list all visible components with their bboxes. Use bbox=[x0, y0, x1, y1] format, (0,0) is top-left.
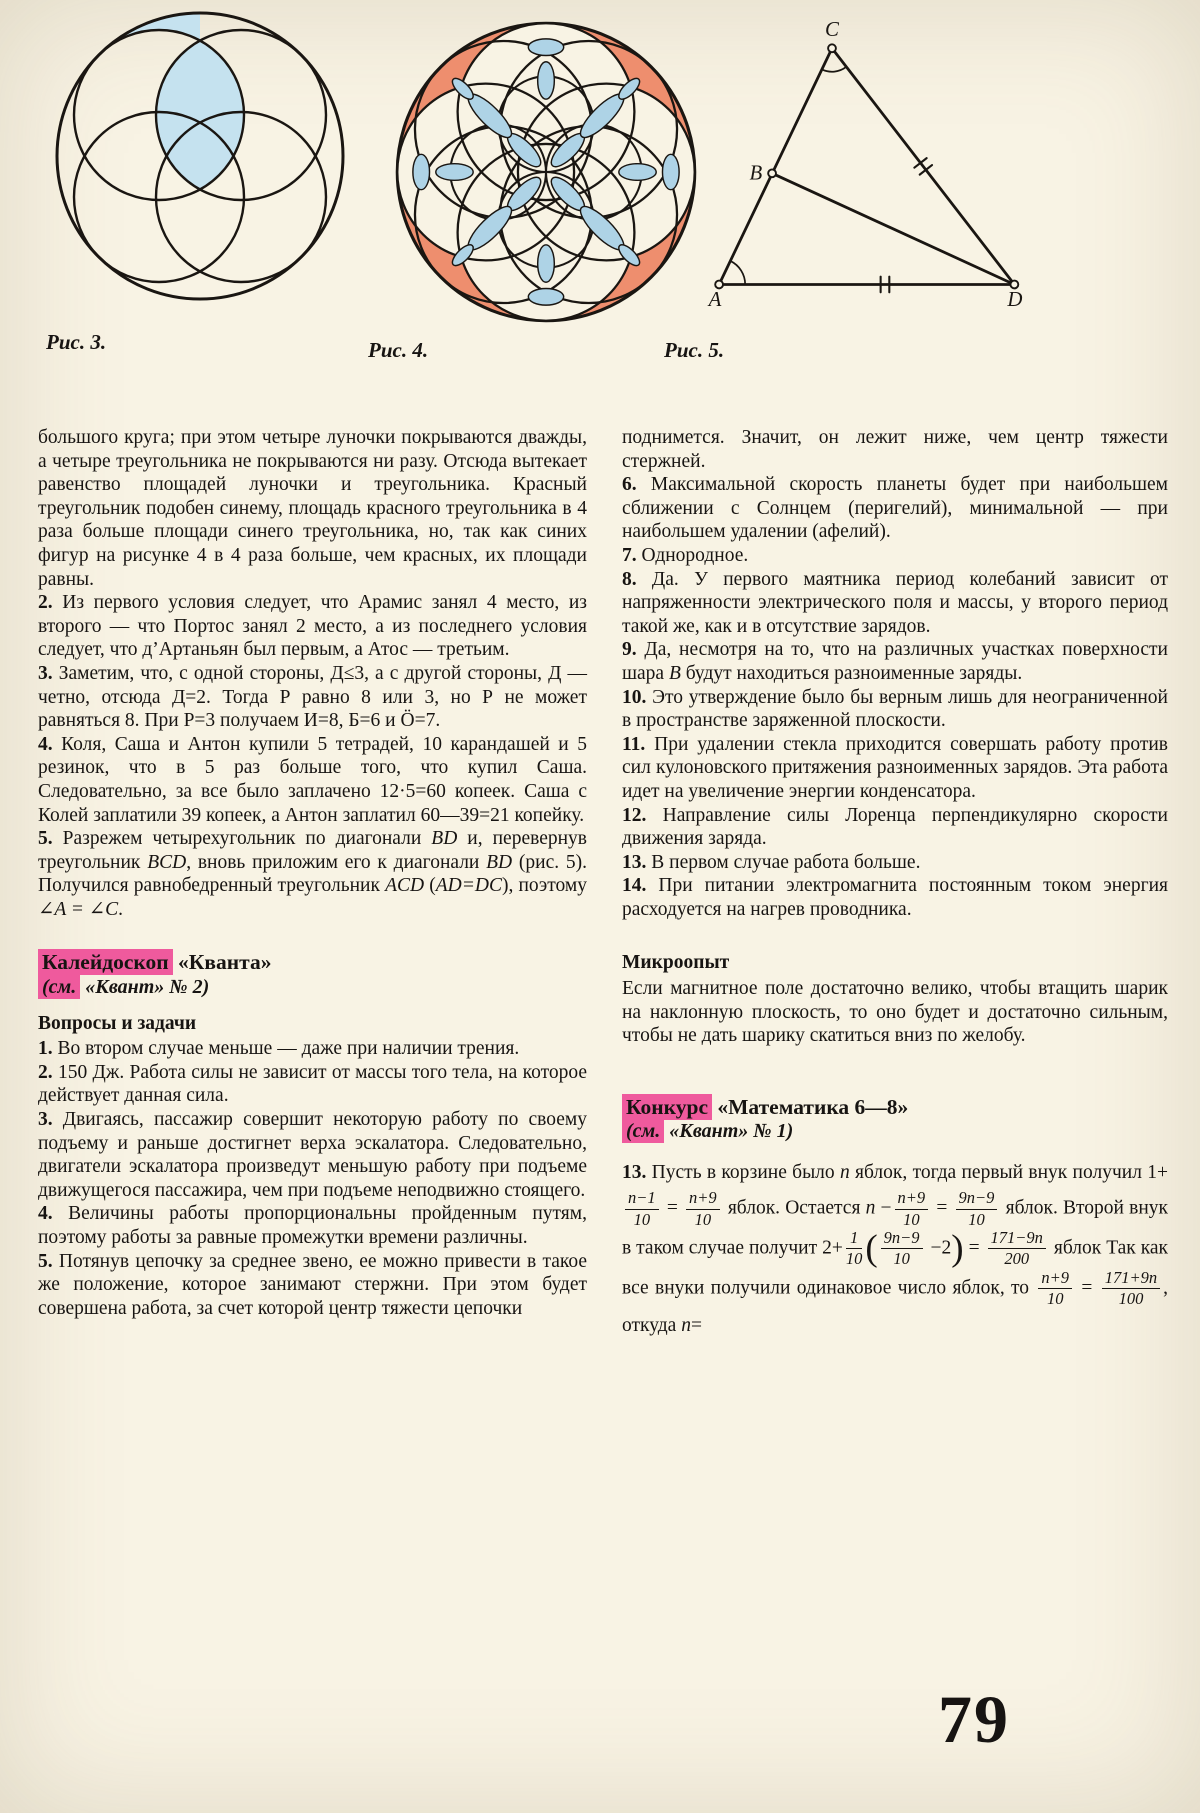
item-number: 13. bbox=[622, 851, 647, 873]
subheading-text: «Квант» № 2) bbox=[80, 976, 210, 999]
fraction bbox=[956, 1189, 998, 1229]
item-number: 3. bbox=[38, 1109, 53, 1131]
qa-answer-2 bbox=[38, 1061, 587, 1108]
qa-answer-5 bbox=[38, 1250, 587, 1321]
item-number: 14. bbox=[622, 875, 647, 897]
contest-solution-13 bbox=[622, 1156, 1168, 1342]
qa-answer-4 bbox=[38, 1202, 587, 1249]
body-text: . bbox=[118, 898, 124, 920]
triangle-sides bbox=[719, 48, 1014, 284]
body-text: = bbox=[1075, 1277, 1099, 1299]
item-number: 13. bbox=[622, 1162, 647, 1184]
body-text: яблок. Второй внук в таком случае получит 2+ bbox=[622, 1197, 1169, 1259]
fraction bbox=[686, 1189, 720, 1229]
fraction-numerator: n−1 bbox=[625, 1189, 659, 1209]
body-text: − bbox=[875, 1197, 892, 1219]
body-text: 150 Дж. Работа силы не зависит от массы того тела, на которое действует данная сила. bbox=[38, 1061, 587, 1107]
answer-6 bbox=[622, 473, 1168, 544]
body-text: Во втором случае меньше — даже при наличии трения. bbox=[52, 1038, 520, 1060]
fraction-numerator: 171−9n bbox=[988, 1229, 1046, 1249]
body-text: Однородное. bbox=[636, 544, 749, 566]
angle-arcs bbox=[730, 67, 846, 285]
fraction bbox=[625, 1189, 659, 1229]
body-text: большого круга; при этом четыре луночки покрываются дважды, а четыре треугольника не покрываются ни разу. Отсюда вытекает равенство площадей луночки и треугольника. Красный треугольник подобен синему, площадь красного треугольника в 4 раза больше площади синего треугольника, но, так как синих фигур на рисунке 4 в 4 раза больше, чем красных, их площади равны. bbox=[38, 427, 587, 590]
answer-3 bbox=[38, 662, 587, 733]
body-text: = bbox=[661, 1197, 683, 1219]
answer-14 bbox=[622, 874, 1168, 921]
item-number: 8. bbox=[622, 568, 637, 590]
fraction bbox=[988, 1229, 1046, 1269]
fraction-denominator: 10 bbox=[845, 1249, 863, 1269]
figure-3-lunes-diagram bbox=[50, 6, 350, 306]
item-number: 6. bbox=[622, 474, 637, 496]
body-text: яблок Так как все внуки получили одинаковое число яблок, то bbox=[622, 1237, 1169, 1299]
math-var: n bbox=[865, 1197, 876, 1219]
fraction-numerator: n+9 bbox=[895, 1189, 929, 1209]
body-text: Заметим, что, с одной стороны, Д≤3, а с другой стороны, Д — четно, отсюда Д=2. Тогда Р равно 8 или 3, но Р не может равняться 8. При Р=3 получаем И=8, Б=6 и Ö=7. bbox=[38, 662, 587, 732]
vertex-label-d: D bbox=[1007, 287, 1023, 309]
answer-5 bbox=[38, 827, 587, 921]
section-subheading-kaleidoscope bbox=[38, 976, 587, 1000]
body-text: , откуда bbox=[622, 1277, 1169, 1336]
open-paren: ( bbox=[865, 1227, 878, 1269]
highlighted-word: Конкурс bbox=[622, 1094, 712, 1120]
page-number: 79 bbox=[938, 1681, 1010, 1757]
answer-9 bbox=[622, 638, 1168, 685]
figure-4-rosette-diagram bbox=[390, 16, 702, 328]
fraction bbox=[1038, 1269, 1072, 1309]
body-text: Пусть в корзине было bbox=[646, 1162, 840, 1184]
answer-11 bbox=[622, 733, 1168, 804]
answer-8 bbox=[622, 568, 1168, 639]
fraction-numerator: 1 bbox=[846, 1229, 863, 1249]
figure-5-triangle-diagram bbox=[700, 22, 1030, 309]
body-text: Коля, Саша и Антон купили 5 тетрадей, 10 карандашей и 5 резинок, что в 5 раз больше того, что купил Саша. Следовательно, за все было заплачено 12·5=60 копеек. Саша с Колей заплатили 39 копеек, а Антон заплатил 60—39=21 копейку. bbox=[38, 733, 587, 826]
body-text: , вновь приложим его к диагонали bbox=[186, 851, 487, 873]
math-var: n bbox=[839, 1162, 850, 1184]
fraction-denominator: 100 bbox=[1118, 1289, 1144, 1309]
right-column bbox=[622, 426, 1168, 1342]
left-column bbox=[38, 426, 587, 1320]
body-text: = bbox=[931, 1197, 953, 1219]
fraction-denominator: 200 bbox=[1004, 1249, 1030, 1269]
math-var: AD=DC bbox=[435, 875, 502, 897]
fraction-denominator: 10 bbox=[633, 1209, 651, 1229]
highlighted-word: Калейдоскоп bbox=[38, 949, 173, 975]
blue-lens-shape bbox=[156, 41, 244, 190]
figure-3-caption: Рис. 3. bbox=[46, 330, 107, 354]
fraction bbox=[895, 1189, 929, 1229]
answer-4 bbox=[38, 733, 587, 827]
section-subheading-contest bbox=[622, 1120, 1168, 1144]
body-text: В первом случае работа больше. bbox=[646, 851, 921, 873]
fraction-numerator: n+9 bbox=[1038, 1269, 1072, 1289]
body-text: поднимется. Значит, он лежит ниже, чем центр тяжести стержней. bbox=[622, 427, 1168, 472]
paragraph-continuation bbox=[38, 426, 587, 591]
body-text: Да. У первого маятника период колебаний зависит от напряженности электрического поля и массы, у второго период такой же, как и в отсутствие зарядов. bbox=[622, 568, 1168, 637]
fraction bbox=[846, 1229, 863, 1269]
item-number: 4. bbox=[38, 733, 53, 755]
heading-text: «Кванта» bbox=[172, 950, 272, 975]
body-text: −2 bbox=[925, 1237, 952, 1259]
heading-text: «Математика 6—8» bbox=[712, 1094, 909, 1119]
fraction-numerator: 171+9n bbox=[1102, 1269, 1160, 1289]
body-text: Да, несмотря на то, что на различных участках поверхности шара bbox=[622, 639, 1168, 684]
fraction-denominator: 10 bbox=[1046, 1289, 1064, 1309]
math-var: B bbox=[668, 662, 681, 684]
questions-heading: Вопросы и задачи bbox=[38, 1012, 197, 1034]
answer-13 bbox=[622, 851, 1168, 875]
item-number: 1. bbox=[38, 1038, 53, 1060]
micro-experiment-text bbox=[622, 977, 1168, 1048]
body-text: Максимальной скорость планеты будет при наибольшем сближении с Солнцем (перигелий), минимальной — при наибольшем удалении (афелий). bbox=[622, 474, 1168, 543]
answer-12 bbox=[622, 804, 1168, 851]
item-number: 5. bbox=[38, 1250, 53, 1272]
math-var: ∠A = ∠C bbox=[38, 898, 119, 920]
body-text: = bbox=[690, 1314, 702, 1336]
item-number: 4. bbox=[38, 1203, 53, 1225]
figure-4-caption: Рис. 4. bbox=[368, 338, 429, 362]
item-number: 3. bbox=[38, 662, 53, 684]
vertex-label-c: C bbox=[825, 22, 839, 42]
item-number: 12. bbox=[622, 804, 647, 826]
body-text: Потянув цепочку за среднее звено, ее можно привести в такое же положение, которое занимают стержни. При этом будет совершена работа, за счет которой центр тяжести цепочки bbox=[38, 1250, 587, 1319]
fraction-numerator: 9n−9 bbox=[881, 1229, 923, 1249]
highlighted-word: (см. bbox=[38, 975, 80, 999]
qa-answer-1 bbox=[38, 1037, 587, 1061]
math-var: BCD bbox=[147, 851, 187, 873]
answer-10 bbox=[622, 686, 1168, 733]
body-text: ( bbox=[424, 875, 436, 897]
item-number: 2. bbox=[38, 1061, 53, 1083]
paragraph-continuation bbox=[622, 426, 1168, 473]
body-text: При питании электромагнита постоянным током энергия расходуется на нагрев проводника. bbox=[622, 875, 1168, 920]
section-heading-contest bbox=[622, 1096, 1168, 1120]
fraction-denominator: 10 bbox=[903, 1209, 920, 1229]
math-var: n bbox=[681, 1314, 691, 1336]
answer-7 bbox=[622, 544, 1168, 568]
subheading-text: «Квант» № 1) bbox=[664, 1120, 794, 1143]
body-text: Направление силы Лоренца перпендикулярно скорости движения заряда. bbox=[622, 804, 1168, 850]
qa-answer-3 bbox=[38, 1108, 587, 1202]
body-text: Из первого условия следует, что Арамис занял 4 место, из второго — что Портос занял 2 место, а из последнего условия следует, что д’Артаньян был первым, а Атос — третьим. bbox=[38, 592, 587, 661]
body-text: При удалении стекла приходится совершать работу против сил кулоновского притяжения разноименных зарядов. Эта работа идет на увеличение энергии конденсатора. bbox=[622, 733, 1168, 802]
fraction-numerator: 9n−9 bbox=[956, 1189, 998, 1209]
math-var: BD bbox=[431, 828, 458, 850]
item-number: 7. bbox=[622, 544, 637, 566]
body-text: Величины работы пропорциональны пройденным путям, поэтому работы за равные промежутки времени различны. bbox=[38, 1203, 587, 1248]
highlighted-word: (см. bbox=[622, 1119, 664, 1143]
section-heading-kaleidoscope bbox=[38, 951, 587, 975]
body-text: Разрежем четырехугольник по диагонали bbox=[52, 828, 432, 850]
fraction-numerator: n+9 bbox=[686, 1189, 720, 1209]
fraction-denominator: 10 bbox=[968, 1209, 985, 1229]
fraction bbox=[881, 1229, 923, 1269]
body-text: яблок. Остается bbox=[722, 1197, 866, 1219]
vertex-label-b: B bbox=[749, 160, 763, 185]
fraction bbox=[1102, 1269, 1160, 1309]
item-number: 2. bbox=[38, 592, 53, 614]
body-text: (рис. 5). Получился равнобедренный треугольник bbox=[38, 851, 588, 897]
close-paren: ) bbox=[951, 1227, 964, 1269]
fraction-denominator: 10 bbox=[694, 1209, 712, 1229]
body-text: и, перевернув треугольник bbox=[38, 828, 587, 873]
body-text: будут находиться разноименные заряды. bbox=[680, 662, 1023, 684]
figure-5-caption: Рис. 5. bbox=[664, 338, 725, 362]
body-text: ), поэтому bbox=[501, 875, 588, 897]
body-text: яблок, тогда первый внук получил 1+ bbox=[849, 1162, 1168, 1184]
vertex-label-a: A bbox=[708, 287, 722, 309]
body-text: = bbox=[963, 1237, 985, 1259]
micro-experiment-heading: Микроопыт bbox=[622, 952, 730, 974]
item-number: 11. bbox=[622, 733, 646, 755]
fraction-denominator: 10 bbox=[893, 1249, 910, 1269]
math-var: BD bbox=[486, 851, 513, 873]
math-var: ACD bbox=[385, 875, 425, 897]
body-text: Двигаясь, пассажир совершит некоторую работу по своему подъему и раньше достигнет верха эскалатора. Следовательно, двигатели эскалатора произведут меньшую работу при подъеме движущегося пассажира, чем при подъеме неподвижно стоящего. bbox=[38, 1109, 587, 1201]
body-text: Это утверждение было бы верным лишь для неограниченной в пространстве заряженной плоскости. bbox=[622, 686, 1168, 732]
body-text: Если магнитное поле достаточно велико, чтобы втащить шарик на наклонную плоскость, то оно будет и достаточно сильным, чтобы не дать шарику скатиться вниз по желобу. bbox=[622, 978, 1168, 1047]
item-number: 5. bbox=[38, 828, 53, 850]
item-number: 10. bbox=[622, 686, 647, 708]
answer-2 bbox=[38, 591, 587, 662]
item-number: 9. bbox=[622, 639, 637, 661]
